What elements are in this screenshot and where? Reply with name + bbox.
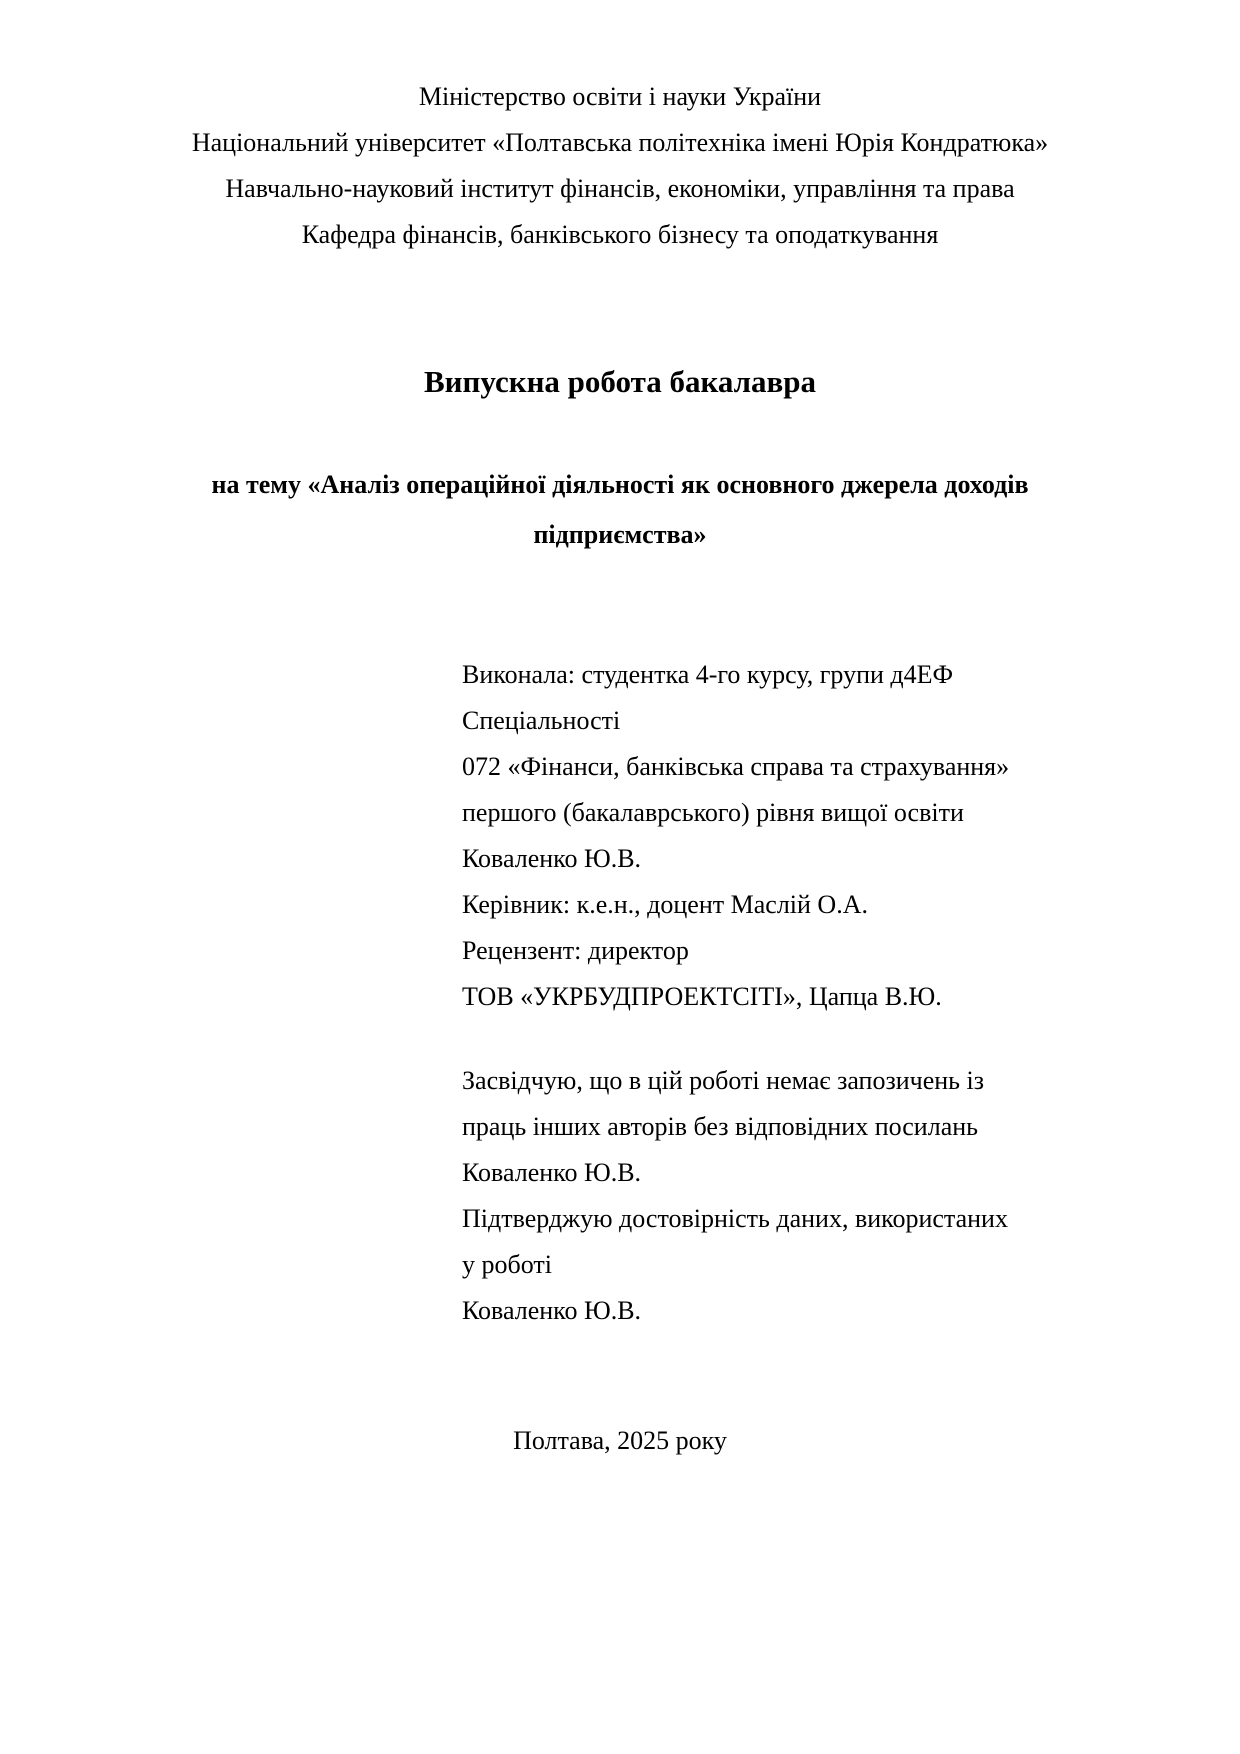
author-name-line: Коваленко Ю.В. [462, 844, 642, 873]
declaration-line-4: у роботі [462, 1250, 552, 1279]
declaration-line-2: праць інших авторів без відповідних посилань [462, 1112, 979, 1141]
institute-line: Навчально-науковий інститут фінансів, економіки, управління та права [225, 174, 1015, 203]
thesis-title: Випускна робота бакалавра [424, 364, 816, 399]
performer-line: Виконала: студентка 4-го курсу, групи д4ЕФ [462, 660, 954, 689]
university-line: Національний університет «Полтавська політехніка імені Юрія Кондратюка» [191, 128, 1049, 157]
thesis-topic [0, 460, 1240, 560]
supervisor-line: Керівник: к.е.н., доцент Маслій О.А. [462, 890, 868, 919]
specialty-code-line: 072 «Фінанси, банківська справа та страхування» [462, 752, 1010, 781]
department-line: Кафедра фінансів, банківського бізнесу та оподаткування [301, 220, 939, 249]
declaration-signature-2: Коваленко Ю.В. [462, 1296, 642, 1325]
declaration-block [462, 1058, 1180, 1334]
author-details-block [462, 652, 1180, 1020]
document-header [0, 0, 1240, 258]
topic-line-2: підприємства» [533, 520, 707, 549]
degree-level-line: першого (бакалаврського) рівня вищої освіти [462, 798, 964, 827]
declaration-line-1: Засвідчую, що в цій роботі немає запозичень із [462, 1066, 985, 1095]
ministry-line: Міністерство освіти і науки України [418, 82, 822, 111]
reviewer-name-line: ТОВ «УКРБУДПРОЕКТСІТІ», Цапца В.Ю. [462, 982, 942, 1011]
declaration-line-3: Підтверджую достовірність даних, використаних [462, 1204, 1008, 1233]
topic-line-1: на тему «Аналіз операційної діяльності як основного джерела доходів [211, 470, 1029, 499]
footer-city-year: Полтава, 2025 року [513, 1426, 727, 1455]
reviewer-title-line: Рецензент: директор [462, 936, 689, 965]
declaration-signature-1: Коваленко Ю.В. [462, 1158, 642, 1187]
specialty-label-line: Спеціальності [462, 706, 621, 735]
